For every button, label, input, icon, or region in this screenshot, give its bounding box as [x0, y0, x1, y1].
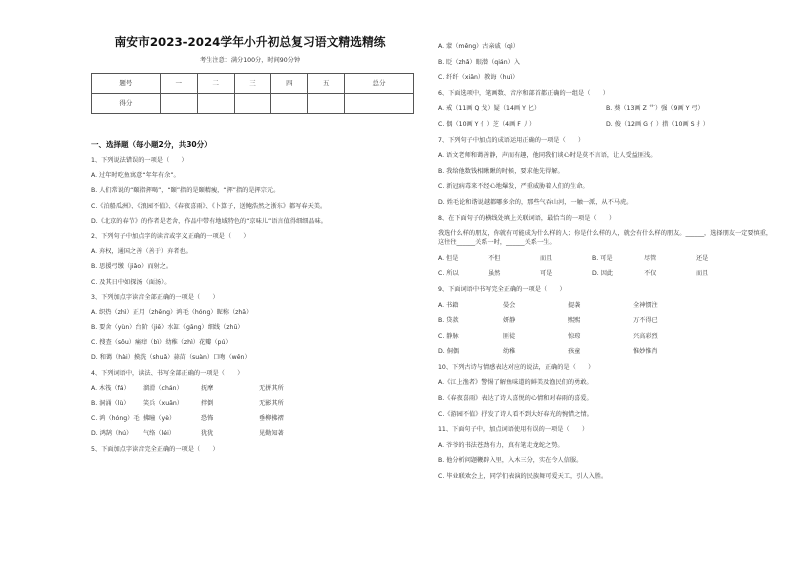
- option-row: [91, 429, 415, 438]
- left-question-list: [85, 156, 415, 454]
- score-header-cell: 四: [271, 74, 308, 94]
- option-cell: A. 戒（11画 Q 戈）疑（14画 Y 匕）: [438, 105, 541, 113]
- option-cell: 垂柳拂褶: [259, 415, 284, 423]
- question-line: 4、下列词语中，读法、书写全部正确的一项是（ ）: [91, 369, 244, 377]
- option-cell: A. 书籍: [438, 301, 459, 309]
- score-cell[interactable]: [234, 94, 271, 114]
- option-cell: 可是: [540, 270, 553, 278]
- option-cell: C. 静脉: [438, 332, 459, 340]
- option-cell: 尽管: [644, 254, 657, 262]
- option-cell: 见勤知著: [259, 430, 284, 438]
- question-line: B. 眨（zhǎ）眼潜（qián）入: [438, 58, 520, 66]
- score-cell[interactable]: [160, 94, 197, 114]
- question-line: D.《北京的春节》的作者是老舍，作品中带有地域特色的“京味儿”语言值得细细品味。: [91, 217, 327, 225]
- option-cell: 提袭: [568, 301, 581, 309]
- option-row: [91, 384, 415, 393]
- question-line: A. 语文老师和蔼善静，声而有趣，他同我们谈心时是莫不言语，让人受益匪浅。: [438, 152, 657, 160]
- score-header-cell: 一: [160, 74, 197, 94]
- question-line: 8、在下面句子的横线处填上关联词语，最恰当的一项是（ ）: [438, 214, 616, 222]
- option-cell: 不但: [488, 254, 501, 262]
- question-line: 2、下列句子中加点字的读音或字义正确的一项是（ ）: [91, 232, 250, 240]
- score-cell[interactable]: [308, 94, 345, 114]
- question-line: A. 爷爷的书法苍劲有力，真有笔走龙蛇之势。: [438, 441, 564, 449]
- score-table: [91, 73, 414, 114]
- option-cell: 惟妙惟肖: [633, 348, 658, 356]
- option-cell: C. 所以: [438, 270, 459, 278]
- question-line: C.《泊船瓜洲》、《浪园不值》、《春夜喜雨》、《卜算子，送鲍浩然之浙东》都写春天美。: [91, 202, 327, 210]
- question-line: 5、下面加点字读音完全正确的一项是（ ）: [91, 445, 219, 453]
- option-cell: 熙熙: [568, 317, 581, 325]
- option-cell: 还是: [696, 254, 709, 262]
- question-line: 3、下列加点字读音全部正确的一项是（ ）: [91, 293, 219, 301]
- score-cell[interactable]: [197, 94, 234, 114]
- option-cell: 气络（léi）: [143, 430, 175, 438]
- option-row: [438, 254, 777, 263]
- question-line: C. 新冠病毒来不经心地爆发，严重威胁着人们的生命。: [438, 183, 589, 191]
- score-cell[interactable]: [345, 94, 414, 114]
- option-row: [438, 269, 777, 278]
- option-row: [438, 347, 777, 356]
- option-row: [438, 316, 777, 325]
- option-cell: 无影其所: [259, 400, 284, 407]
- right-top-spacer: [432, 0, 777, 42]
- question-line: A. 弃权，通国之善（善于）弃者也。: [91, 248, 192, 256]
- question-line: 11、下面句子中，加点词语使用有误的一项是（ ）: [438, 426, 589, 434]
- option-cell: C. 偶（10画 Y 亻）芝（4画 F 丿）: [438, 120, 536, 128]
- score-row-label: 得分: [92, 94, 161, 114]
- question-line: C. 纤纤（xiān）教诲（huì）: [438, 74, 519, 82]
- option-cell: 笑兵（xuān）: [143, 400, 184, 407]
- option-row: [438, 332, 777, 341]
- option-cell: 拌倒: [201, 400, 214, 407]
- score-header-cell: 总分: [345, 74, 414, 94]
- score-cell[interactable]: [271, 94, 308, 114]
- section-title: 一、选择题（每小题2分，共30分）: [91, 140, 212, 149]
- score-header-cell: 二: [197, 74, 234, 94]
- option-cell: 恐怖: [201, 415, 214, 423]
- option-row: [438, 120, 777, 129]
- question-line: B. 我给他数钱相瞅瞅的时候，要求他先得解。: [438, 167, 564, 175]
- question-line: B. 要舍（yùn）台阶（jiē）水缸（gāng）细线（zhū）: [91, 324, 244, 332]
- option-cell: 而且: [540, 254, 553, 262]
- question-line: 9、下面词语中书写完全正确的一项是（ ）: [438, 285, 566, 293]
- option-cell: A. 木筏（fá）: [91, 384, 130, 392]
- question-line: B. 人们常说的“颐指挥喝”，“颐”指的是颐精瘦，“挥”指的是挥宗元。: [91, 187, 280, 195]
- question-line: 6、下面选项中，笔画数、音序和部首都正确的一组是（ ）: [438, 89, 609, 97]
- question-line: D. 姓毛论和谐说越都哪多余的，那些气吞山河，一触一派，从不马虎。: [438, 198, 633, 206]
- option-cell: 妍静: [503, 317, 516, 325]
- question-line: A. 蒙（měng）古亲戚（qì）: [438, 43, 519, 50]
- question-passage: 我选什么样的朋友，你就有可能成为什么样的人；你是什么样的人，就会有什么样的朋友。______，选择朋友一定要慎重，这往往______关系一时，______关系一生。: [438, 230, 773, 247]
- option-cell: 兴高彩烈: [633, 332, 658, 340]
- option-cell: 溜滑（chán）: [143, 384, 183, 392]
- option-row: [438, 301, 777, 310]
- option-cell: 万不得已: [633, 317, 658, 325]
- question-line: A.《江上渔者》警惕了解鱼味道的鲜美及渔民们的勇敢。: [438, 379, 593, 387]
- question-line: C. 搜查（sōu）痛痒（bì）幼稚（zhì）花瓣（pú）: [91, 339, 232, 347]
- question-line: 10、下列古诗与情感表达对应的说法，正确的是（ ）: [438, 363, 595, 371]
- option-cell: 匪徒: [503, 332, 516, 340]
- option-cell: 无拼其所: [259, 384, 284, 392]
- option-cell: 犹犹: [201, 430, 214, 438]
- option-cell: B. 可是: [592, 254, 613, 262]
- question-line: A. 织热（zhì）正月（zhēng）鸿毛（hóng）昵称（zhā）: [91, 308, 253, 316]
- score-header-cell: 三: [234, 74, 271, 94]
- page-title: 南安市2023-2024学年小升初总复习语文精选精练: [114, 35, 386, 49]
- option-cell: C. 鸿（hóng）毛: [91, 415, 140, 423]
- question-line: 7、下列句子中加点的成语运用正确的一项是（ ）: [438, 136, 585, 144]
- score-header-cell: 五: [308, 74, 345, 94]
- question-line: C. 毕业联欢会上，同学们表演的民族舞可爱天工，引人入胜。: [438, 473, 608, 481]
- option-row: [91, 414, 415, 423]
- option-cell: 孩童: [568, 348, 581, 356]
- left-column: [85, 0, 415, 460]
- score-header-cell: 题号: [92, 74, 161, 94]
- question-line: D. 和蔼（hài）摸洗（shuǎ）蒜苗（suàn）口吻（wěn）: [91, 354, 251, 362]
- option-cell: 惊琼: [568, 332, 581, 340]
- option-cell: B. 贷款: [438, 317, 459, 325]
- question-line: C. 及其日中如探汤（面汤）。: [91, 278, 171, 286]
- option-cell: 晏会: [503, 301, 516, 309]
- question-line: A. 过年时吃鱼寓意“年年有余”。: [91, 172, 180, 180]
- option-cell: B. 葵（13画 Z 艹）强（9画 Y 弓）: [606, 105, 704, 113]
- option-cell: D. 俊（12画 G 亻）措（10画 S 扌）: [606, 120, 709, 128]
- option-cell: 拂瞳（yè）: [143, 415, 176, 423]
- question-line: B. 他分析问题鞭辟入里，入木三分，实在令人信服。: [438, 457, 583, 465]
- question-line: B. 思援弓缴（jiǎo）而射之。: [91, 263, 173, 271]
- option-cell: 全神惯注: [633, 301, 658, 309]
- exam-notice: 考生注意：满分100分，时间90分钟: [199, 57, 301, 64]
- question-line: B.《春夜喜雨》表达了诗人喜悦的心情和对春雨的喜爱。: [438, 395, 593, 403]
- option-cell: 虽然: [488, 270, 501, 278]
- option-cell: 不仅: [644, 270, 657, 278]
- option-cell: 幼稚: [503, 348, 516, 356]
- option-cell: D. 侗偶: [438, 348, 460, 356]
- option-cell: D. 鸿鹄（hú）: [91, 430, 133, 438]
- right-column: [432, 0, 777, 488]
- option-cell: 而且: [696, 270, 709, 278]
- option-row: [438, 104, 777, 113]
- option-cell: A. 但是: [438, 254, 459, 262]
- score-table-header-row: [92, 74, 414, 94]
- question-line: 1、下列说法错误的一项是（ ）: [91, 157, 188, 164]
- right-question-list: [432, 42, 777, 481]
- option-cell: D. 因此: [592, 270, 614, 278]
- question-line: C.《游园不值》抒发了诗人看不到大好春光的惋惜之情。: [438, 410, 593, 418]
- option-cell: 抚摩: [201, 384, 214, 392]
- option-cell: B. 洞涌（lù）: [91, 400, 130, 407]
- score-table-score-row: [92, 94, 414, 114]
- option-row: [91, 399, 415, 408]
